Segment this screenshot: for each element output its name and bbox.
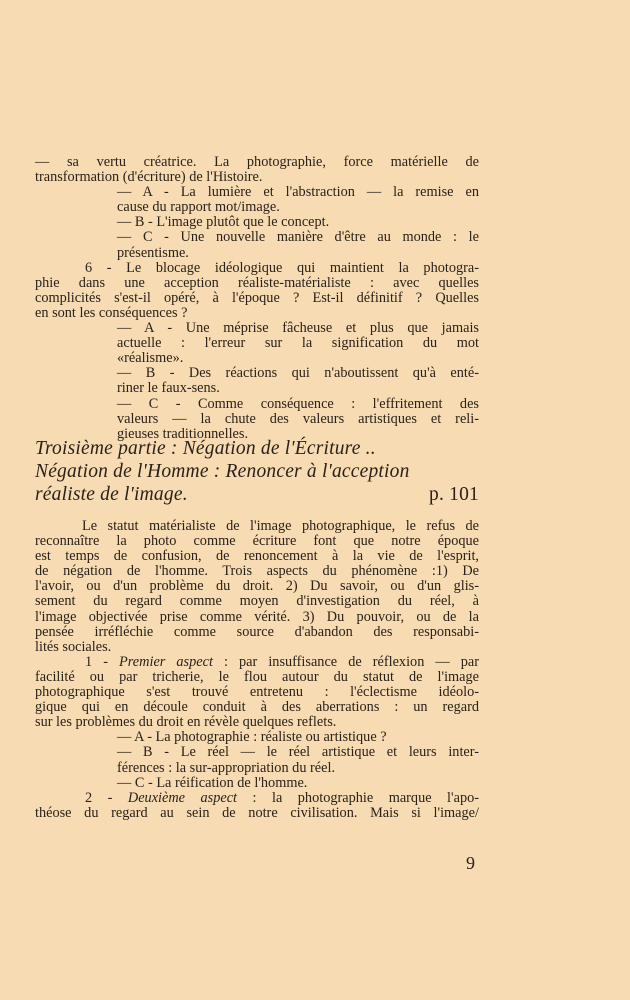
aspect-label: Premier aspect [119, 653, 213, 670]
aspect-2-lead [35, 791, 479, 806]
outline-section-2 [35, 155, 479, 442]
part-heading-line: Troisième partie : Négation de l'Écriture .. [35, 438, 376, 459]
text-line: — B - Le réel — le réel artistique et leurs inter- [117, 744, 479, 761]
part-heading [35, 437, 479, 506]
text-line: — B - L'image plutôt que le concept. [117, 214, 330, 231]
text-line: l'image objectivée prise comme vérité. 3) Du pouvoir, ou de la [35, 608, 479, 625]
text-line: reconnaître la photo comme écriture font que notre époque [35, 533, 479, 550]
text-line: gique qui en découle conduit à des aberrations : un regard [35, 699, 479, 716]
aspect-text: : par insuffisance de réflexion — par [212, 653, 480, 670]
aspect-number: 1 - [85, 653, 120, 670]
text-line: — A - La lumière et l'abstraction — la remise en [117, 184, 479, 201]
part-heading-line: Négation de l'Homme : Renoncer à l'acception [35, 461, 410, 482]
text-line: présentisme. [117, 244, 189, 261]
text-line: «réalisme». [117, 350, 184, 367]
text-line: complicités s'est-il opéré, à l'époque ? Est-il définitif ? Quelles [35, 289, 479, 306]
text-line: facilité ou par tricherie, le flou autour du statut de l'image [35, 668, 479, 685]
text-line: pensée irréfléchie comme source d'abandon des responsabi- [35, 623, 479, 640]
text-line: — C - Une nouvelle manière d'être au monde : le [117, 229, 479, 246]
text-line: est temps de confusion, de renoncement à la vie de l'esprit, [35, 548, 479, 565]
part-heading-row [35, 483, 479, 506]
page-reference: p. 101 [429, 484, 479, 505]
text-line: de négation de l'homme. Trois aspects du phénomène :1) De [35, 563, 479, 580]
text-line: phie dans une acception réaliste-matérialiste : avec quelles [35, 274, 479, 291]
text-line: photographique s'est trouvé entretenu : l'éclectisme idéolo- [35, 684, 479, 701]
text-line: actuelle : l'erreur sur la signification du mot [117, 335, 479, 352]
page-number: 9 [466, 853, 475, 873]
text-line: gieuses traditionnelles. [117, 425, 249, 442]
text-line: Le statut matérialiste de l'image photographique, le refus de [82, 518, 479, 534]
text-line: — A - La photographie : réaliste ou artistique ? [117, 729, 387, 746]
aspect-1-lead [35, 655, 479, 670]
text-line: sur les problèmes du droit en révèle quelques reflets. [35, 714, 337, 731]
text-line: — C - Comme conséquence : l'effritement des [117, 395, 479, 412]
part-heading-line: réaliste de l'image. [35, 484, 188, 505]
text-line: lités sociales. [35, 638, 112, 655]
text-line: — sa vertu créatrice. La photographie, force matérielle de [35, 154, 479, 170]
text-line: l'avoir, ou d'un problème du droit. 2) Du savoir, ou d'un glis- [35, 578, 479, 595]
aspect-label: Deuxième aspect [127, 789, 238, 806]
text-line: valeurs — la chute des valeurs artistiques et reli- [117, 410, 479, 427]
aspect-text: : la photographie marque l'apo- [237, 789, 479, 806]
text-line: riner le faux-sens. [117, 380, 220, 397]
text-line: sement du regard comme moyen d'investigation du réel, à [35, 593, 479, 610]
text-line: cause du rapport mot/image. [117, 199, 280, 216]
text-line: transformation (d'écriture) de l'Histoire. [35, 169, 263, 186]
text-line: — C - La réification de l'homme. [117, 774, 308, 791]
text-line: en sont les conséquences ? [35, 304, 188, 321]
aspect-number: 2 - [85, 789, 128, 806]
text-line: — A - Une méprise fâcheuse et plus que jamais [117, 320, 479, 337]
text-line: — B - Des réactions qui n'aboutissent qu'à enté- [117, 365, 479, 382]
text-line: 6 - Le blocage idéologique qui maintient la photogra- [85, 259, 479, 276]
part3-summary [35, 519, 479, 821]
text-line: férences : la sur-appropriation du réel. [117, 759, 336, 776]
text-line: théose du regard au sein de notre civilisation. Mais si l'image/ [35, 804, 479, 821]
